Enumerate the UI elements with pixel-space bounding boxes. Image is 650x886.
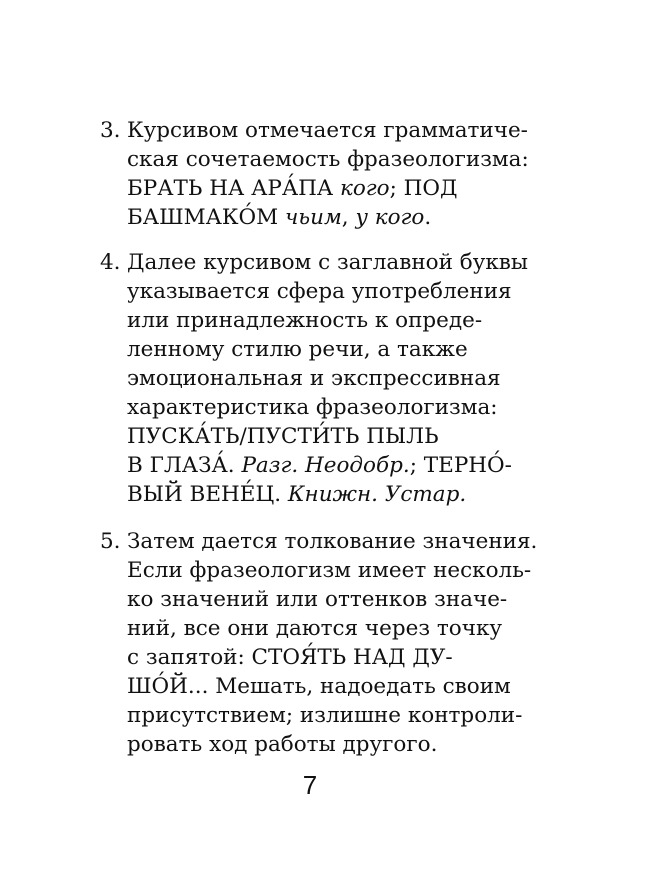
text-segment: ; ТЕРНО́- <box>409 453 512 478</box>
list-item-3 <box>100 116 530 232</box>
text-segment: ская сочетаемость фразеологизма: <box>127 147 529 172</box>
text-segment: Затем дается толкование значения. <box>127 529 538 554</box>
text-segment: ровать ход работы другого. <box>127 732 438 757</box>
italic-text: кого <box>339 176 390 201</box>
text-segment: ний, все они даются через точку <box>127 616 503 641</box>
text-segment: эмоциональная и экспрессивная <box>127 366 501 391</box>
text-line <box>100 335 530 364</box>
text-segment: с запятой: СТОЯ́ТЬ НАД ДУ- <box>127 645 453 670</box>
text-line <box>100 277 530 306</box>
text-segment: Курсивом отмечается грамматиче- <box>127 118 528 143</box>
text-line <box>100 422 530 451</box>
text-segment: Далее курсивом с заглавной буквы <box>127 250 529 275</box>
text-line <box>100 672 530 701</box>
text-line <box>100 116 530 145</box>
text-segment: или принадлежность к опреде- <box>127 308 483 333</box>
text-segment: В ГЛАЗА́. <box>127 453 242 478</box>
text-segment: БРАТЬ НА АРА́ПА <box>127 176 340 201</box>
text-segment: присутствием; излишне контроли- <box>127 703 523 728</box>
text-line <box>100 701 530 730</box>
item-number: 3. <box>100 118 121 143</box>
italic-text: чьим <box>285 205 342 230</box>
text-line <box>100 480 530 509</box>
text-segment: указывается сфера употребления <box>127 279 512 304</box>
text-segment: ; ПОД <box>389 176 458 201</box>
text-segment: Если фразеологизм имеет несколь- <box>127 558 532 583</box>
text-segment: , <box>341 205 356 230</box>
italic-text: Книжн. Устар. <box>287 482 467 507</box>
text-segment: . <box>424 205 432 230</box>
text-line <box>100 730 530 759</box>
item-number: 4. <box>100 250 121 275</box>
list-item-4 <box>100 248 530 509</box>
text-line <box>100 393 530 422</box>
text-line <box>100 643 530 672</box>
text-segment: ПУСКА́ТЬ/ПУСТИ́ТЬ ПЫЛЬ <box>127 424 439 449</box>
text-segment: ШО́Й... Мешать, надоедать своим <box>127 674 511 699</box>
text-segment: БАШМАКО́М <box>127 205 286 230</box>
text-line <box>100 614 530 643</box>
text-line <box>100 248 530 277</box>
item-number: 5. <box>100 529 121 554</box>
text-line <box>100 203 530 232</box>
text-segment: ко значений или оттенков значе- <box>127 587 508 612</box>
text-line <box>100 364 530 393</box>
text-segment: ленному стилю речи, а также <box>127 337 468 362</box>
text-line <box>100 585 530 614</box>
text-line <box>100 174 530 203</box>
list-item-5 <box>100 527 538 759</box>
text-line <box>100 451 530 480</box>
text-line <box>100 306 530 335</box>
italic-text: Разг. Неодобр. <box>241 453 410 478</box>
text-line <box>100 145 530 174</box>
text-line <box>100 556 530 585</box>
text-segment: характеристика фразеологизма: <box>127 395 498 420</box>
italic-text: у кого <box>355 205 425 230</box>
text-segment: ВЫЙ ВЕНЕ́Ц. <box>127 482 288 507</box>
text-line <box>100 527 538 556</box>
page-number: 7 <box>302 770 318 800</box>
